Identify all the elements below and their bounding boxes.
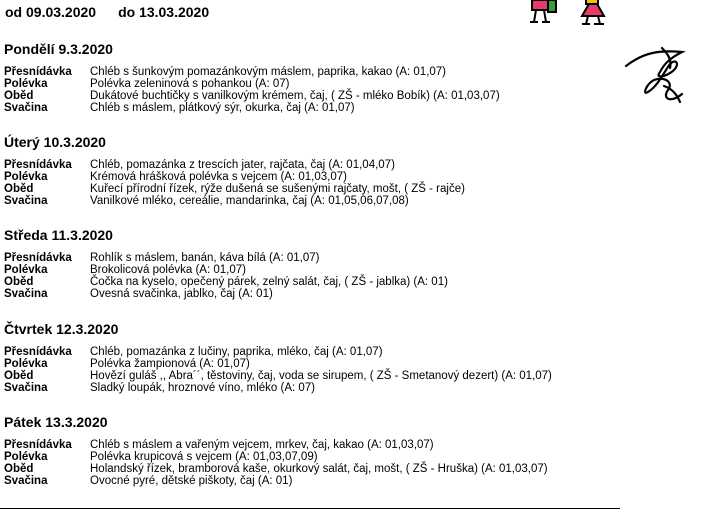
menu-row	[4, 276, 448, 288]
meal-text: Hovězí guláš ,, Abra´´, těstoviny, čaj, voda se sirupem, ( ZŠ - Smetanový dezert) (A: 01,07)	[90, 370, 552, 382]
meal-label: Oběd	[4, 90, 34, 102]
meal-text: Polévka krupicová s vejcem (A: 01,03,07,09)	[90, 451, 318, 463]
meal-text: Polévka zeleninová s pohankou (A: 07)	[90, 78, 290, 90]
menu-row	[4, 66, 500, 78]
bottom-divider	[0, 508, 620, 509]
menu-row	[4, 90, 500, 102]
meal-text: Krémová hrášková polévka s vejcem (A: 01,03,07)	[90, 171, 347, 183]
meal-text: Sladký loupák, hroznové víno, mléko (A: 07)	[90, 382, 316, 394]
menu-row	[4, 252, 448, 264]
menu-row	[4, 195, 465, 207]
day-title: Úterý 10.3.2020	[4, 134, 106, 150]
meal-label: Přesnídávka	[4, 346, 72, 358]
meal-text: Kuřecí přírodní řízek, rýže dušená se sušenými rajčaty, mošt, ( ZŠ - rajče)	[90, 183, 465, 195]
meal-label: Polévka	[4, 264, 48, 276]
day-title: Pondělí 9.3.2020	[4, 41, 113, 57]
meal-label: Svačina	[4, 475, 48, 487]
menu-row	[4, 382, 552, 394]
day-thursday	[4, 320, 552, 394]
meal-text: Ovesná svačinka, jablko, čaj (A: 01)	[90, 288, 273, 300]
meal-label: Přesnídávka	[4, 252, 72, 264]
menu-row	[4, 451, 548, 463]
menu-row	[4, 183, 465, 195]
day-title: Čtvrtek 12.3.2020	[4, 321, 119, 337]
menu-row	[4, 475, 548, 487]
menu-row	[4, 346, 552, 358]
menu-row	[4, 370, 552, 382]
week-to: do 13.03.2020	[118, 4, 210, 20]
meal-label: Přesnídávka	[4, 439, 72, 451]
meal-text: Chléb, pomazánka z lučiny, paprika, mléko, čaj (A: 01,07)	[90, 346, 383, 358]
meal-label: Svačina	[4, 102, 48, 114]
signature-scribble	[624, 46, 694, 108]
meal-label: Polévka	[4, 78, 48, 90]
day-title: Středa 11.3.2020	[4, 227, 113, 243]
meal-text: Čočka na kyselo, opečený párek, zelný salát, čaj, ( ZŠ - jablka) (A: 01)	[90, 276, 448, 288]
menu-row	[4, 78, 500, 90]
menu-row	[4, 159, 465, 171]
menu-row	[4, 171, 465, 183]
menu-row	[4, 288, 448, 300]
meal-label: Přesnídávka	[4, 66, 72, 78]
meal-text: Polévka žampionová (A: 01,07)	[90, 358, 250, 370]
menu-row	[4, 463, 548, 475]
meal-text: Dukátové buchtičky s vanilkovým krémem, čaj, ( ZŠ - mléko Bobík) (A: 01,03,07)	[90, 90, 500, 102]
meal-label: Polévka	[4, 451, 48, 463]
meal-label: Svačina	[4, 195, 48, 207]
day-title: Pátek 13.3.2020	[4, 414, 108, 430]
meal-text: Chléb, pomazánka z trescích jater, rajčata, čaj (A: 01,04,07)	[90, 159, 395, 171]
week-from: od 09.03.2020	[5, 4, 97, 20]
meal-text: Rohlík s máslem, banán, káva bílá (A: 01,07)	[90, 252, 320, 264]
menu-row	[4, 102, 500, 114]
week-range	[5, 4, 209, 20]
meal-text: Brokolicová polévka (A: 01,07)	[90, 264, 246, 276]
meal-label: Svačina	[4, 288, 48, 300]
meal-text: Chléb s šunkovým pomazánkovým máslem, paprika, kakao (A: 01,07)	[90, 66, 447, 78]
meal-label: Oběd	[4, 276, 34, 288]
menu-row	[4, 439, 548, 451]
meal-text: Vanilkové mléko, cereálie, mandarinka, čaj (A: 01,05,06,07,08)	[90, 195, 409, 207]
children-figures-illustration	[528, 0, 628, 26]
meal-text: Holandský řízek, bramborová kaše, okurkový salát, čaj, mošt, ( ZŠ - Hruška) (A: 01,03,07)	[90, 463, 548, 475]
meal-label: Polévka	[4, 171, 48, 183]
menu-row	[4, 264, 448, 276]
meal-label: Oběd	[4, 370, 34, 382]
day-monday	[4, 40, 500, 114]
meal-text: Chléb s máslem, plátkový sýr, okurka, čaj (A: 01,07)	[90, 102, 355, 114]
day-wednesday	[4, 226, 448, 300]
meal-label: Přesnídávka	[4, 159, 72, 171]
day-friday	[4, 413, 548, 487]
meal-label: Oběd	[4, 183, 34, 195]
meal-label: Polévka	[4, 358, 48, 370]
meal-text: Chléb s máslem a vařeným vejcem, mrkev, čaj, kakao (A: 01,03,07)	[90, 439, 434, 451]
meal-label: Svačina	[4, 382, 48, 394]
day-tuesday	[4, 133, 465, 207]
meal-label: Oběd	[4, 463, 34, 475]
menu-row	[4, 358, 552, 370]
meal-text: Ovocné pyré, dětské piškoty, čaj (A: 01)	[90, 475, 293, 487]
